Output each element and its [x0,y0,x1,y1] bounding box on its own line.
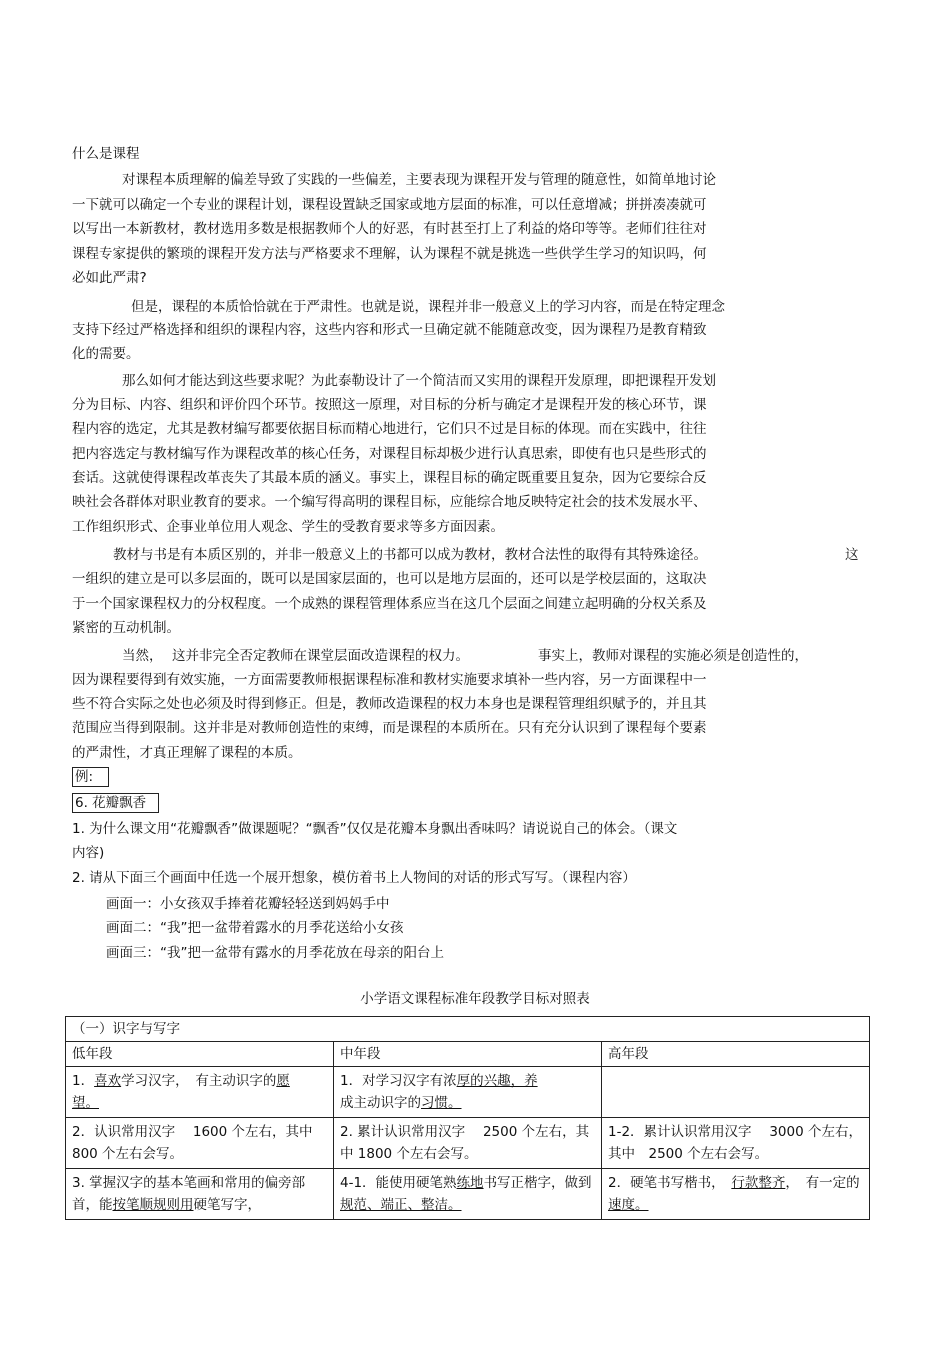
table-header-row [66,1042,870,1067]
text-line: 这并非完全否定教师在课堂层面改造课程的权力。 [172,648,469,664]
text-line: 紧密的互动机制。 [72,620,180,636]
cell-low: 3. 掌握汉字的基本笔画和常用的偏旁部首，能按笔顺规则用硬笔写字， [66,1169,334,1220]
text-line: 内容) [72,845,105,861]
text-line: 化的需要。 [72,346,140,362]
cell-high: 1-2．累计认识常用汉字 3000 个左右，其中 2500 个左右会写。 [602,1118,870,1169]
example-label: 例: [72,767,109,787]
cell-low: 1．喜欢学习汉字， 有主动识字的愿 望。 [66,1067,334,1118]
header-low: 低年段 [66,1042,334,1067]
goals-table [65,1016,870,1220]
text-line: 课程专家提供的繁琐的课程开发方法与严格要求不理解，认为课程不就是挑选一些供学生学习的知识吗，何 [72,246,707,262]
cell-high [602,1067,870,1118]
lesson-label: 6. 花瓣飘香 [72,793,159,813]
table-title: 小学语文课程标准年段教学目标对照表 [360,991,590,1007]
text-line: 画面二：“我”把一盆带着露水的月季花送给小女孩 [106,920,404,936]
text-line: 支持下经过严格选择和组织的课程内容，这些内容和形式一旦确定就不能随意改变，因为课程乃是教育精致 [72,322,707,338]
section-cell: （一）识字与写字 [66,1017,870,1042]
text-line: 那么如何才能达到这些要求呢？为此泰勒设计了一个简洁而又实用的课程开发原理，即把课程开发划 [122,373,716,389]
cell-mid: 4-1．能使用硬笔熟练地书写正楷字，做到规范、端正、整洁。 [334,1169,602,1220]
header-high: 高年段 [602,1042,870,1067]
table-row [66,1118,870,1169]
text-line: 画面一：小女孩双手捧着花瓣轻轻送到妈妈手中 [106,896,390,912]
cell-low: 2．认识常用汉字 1600 个左右，其中 800 个左右会写。 [66,1118,334,1169]
cell-mid: 2. 累计认识常用汉字 2500 个左右，其中 1800 个左右会写。 [334,1118,602,1169]
table-row [66,1067,870,1118]
text-line: 范围应当得到限制。这并非是对教师创造性的束缚，而是课程的本质所在。只有充分认识到了课程每个要素 [72,720,707,736]
text-line: 的严肃性，才真正理解了课程的本质。 [72,745,302,761]
table-row [66,1169,870,1220]
text-line: 映社会各群体对职业教育的要求。一个编写得高明的课程目标，应能综合地反映特定社会的技术发展水平、 [72,494,707,510]
text-line: 必如此严肃? [72,270,147,286]
text-line: 套话。这就使得课程改革丧失了其最本质的涵义。事实上，课程目标的确定既重要且复杂，因为它要综合反 [72,470,707,486]
text-line: 一组织的建立是可以多层面的，既可以是国家层面的，也可以是地方层面的，还可以是学校层面的，这取决 [72,571,707,587]
text-line: 些不符合实际之处也必须及时得到修正。但是，教师改造课程的权力本身也是课程管理组织赋予的，并且其 [72,696,707,712]
text-line: 这 [845,547,859,563]
text-line: 1. 为什么课文用“花瓣飘香”做课题呢？“飘香”仅仅是花瓣本身飘出香味吗？请说说自己的体会。（课文 [72,821,678,837]
text-line: 事实上，教师对课程的实施必须是创造性的， [538,648,808,664]
cell-mid: 1．对学习汉字有浓厚的兴趣，养 成主动识字的习惯。 [334,1067,602,1118]
header-mid: 中年段 [334,1042,602,1067]
text-line: 因为课程要得到有效实施，一方面需要教师根据课程标准和教材实施要求填补一些内容，另一方面课程中一 [72,672,707,688]
text-line: 2. 请从下面三个画面中任选一个展开想象，模仿着书上人物间的对话的形式写写。（课程内容） [72,870,636,886]
table-section-row [66,1017,870,1042]
text-line: 教材与书是有本质区别的，并非一般意义上的书都可以成为教材，教材合法性的取得有其特殊途径。 [113,547,707,563]
doc-heading: 什么是课程 [72,146,140,162]
text-line: 以写出一本新教材，教材选用多数是根据教师个人的好恶，有时甚至打上了利益的烙印等等。老师们往往对 [72,221,707,237]
text-line: 把内容选定与教材编写作为课程改革的核心任务，对课程目标却极少进行认真思索，即使有也只是些形式的 [72,446,707,462]
text-line: 画面三：“我”把一盆带有露水的月季花放在母亲的阳台上 [106,945,444,961]
text-line: 一下就可以确定一个专业的课程计划，课程设置缺乏国家或地方层面的标准，可以任意增减；拼拼凑凑就可 [72,197,707,213]
text-line: 对课程本质理解的偏差导致了实践的一些偏差，主要表现为课程开发与管理的随意性，如简单地讨论 [122,172,716,188]
text-line: 于一个国家课程权力的分权程度。一个成熟的课程管理体系应当在这几个层面之间建立起明确的分权关系及 [72,596,707,612]
text-line: 当然， [122,648,163,664]
cell-high: 2．硬笔书写楷书， 行款整齐， 有一定的速度。 [602,1169,870,1220]
text-line: 但是，课程的本质恰恰就在于严肃性。也就是说，课程并非一般意义上的学习内容，而是在特定理念 [131,299,725,315]
text-line: 程内容的选定，尤其是教材编写都要依据目标而精心地进行，它们只不过是目标的体现。而在实践中，往往 [72,421,707,437]
text-line: 分为目标、内容、组织和评价四个环节。按照这一原理，对目标的分析与确定才是课程开发的核心环节，课 [72,397,707,413]
text-line: 工作组织形式、企事业单位用人观念、学生的受教育要求等多方面因素。 [72,519,504,535]
